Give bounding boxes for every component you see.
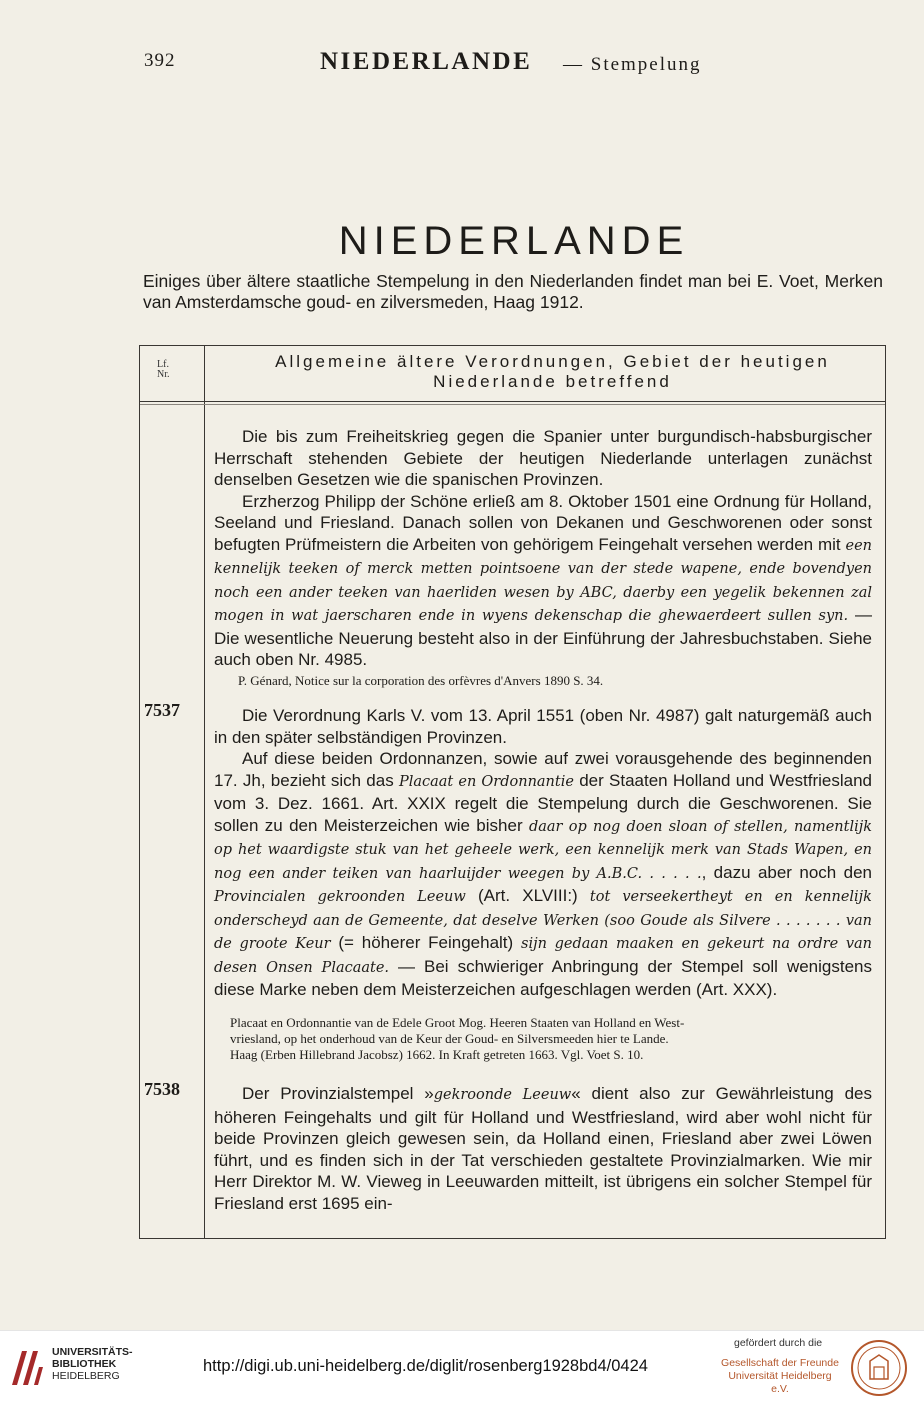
note-line: vriesland, op het onderhoud van de Keur der Goud- en Silversmeeden hier te Lande. xyxy=(230,1031,669,1046)
university-seal-icon xyxy=(850,1339,908,1397)
text-span: Erzherzog Philipp der Schöne erließ am 8. Oktober 1501 eine Ordnung für Holland, Seeland und Friesland. Danach sollen von Dekanen und Geschworenen oder sonst befugten Prüfmeistern die Arbeiten von gehörigem Feingehalt versehen werden mit xyxy=(214,491,872,554)
funded-by-label: gefördert durch die xyxy=(734,1337,823,1349)
university-library-logo-icon xyxy=(8,1345,46,1389)
column-heading-line1: Allgemeine ältere Verordnungen, Gebiet der heutigen xyxy=(275,352,830,371)
section-general-text xyxy=(214,426,872,671)
text-span: , dazu aber noch den xyxy=(701,862,873,882)
text-span: Auf diese beiden Ordonnanzen, sowie auf zwei vorausgehende des beginnenden 17. Jh, bezieht sich das xyxy=(214,749,872,790)
entry-paragraph xyxy=(214,1083,872,1214)
section-paragraph xyxy=(214,426,872,491)
text-span: (Art. XLVIII:) xyxy=(478,886,578,905)
society-name-line2: Universität Heidelberg e.V. xyxy=(728,1370,832,1395)
running-header xyxy=(0,48,924,84)
header-rule xyxy=(140,401,885,402)
dutch-quote: daar op nog doen sloan of stellen, namentlijk op het waardigste stuk van het geheele werk, een kennelijk merk van Stads Wapen, en nog een ander teiken van haarluijder weegen by A.B.C. . . . . . xyxy=(214,818,872,882)
note-line: Placaat en Ordonnantie van de Edele Groot Mog. Heeren Staaten van Holland en West- xyxy=(230,1015,685,1030)
column-label-line1: Lf. xyxy=(157,359,169,370)
entry-number: 7538 xyxy=(144,1079,180,1099)
dutch-quote: een kennelijk teeken of merck metten pointsoene van der stede wapene, ende bovendyen noch een ander teeken van haerliden wesen by ABC, daerby een yegelik bekennen zal mogen in wat jaerscharen ende in wyens dekenschap die ghewaerdeert sullen syn. xyxy=(214,537,872,624)
column-heading-line2: Niederlande betreffend xyxy=(433,372,672,391)
entry-paragraph xyxy=(214,705,872,748)
dutch-quote: tot verseekertheyt en en kennelijk onderscheyd aan de Gemeente, dat deselve Werken (soo Goude als Silvere . . . . . . . van de groote Keur xyxy=(214,889,872,952)
library-name xyxy=(52,1346,133,1382)
section-paragraph xyxy=(214,491,872,671)
entry-text xyxy=(214,1083,872,1214)
entry-number: 7537 xyxy=(144,700,180,720)
text-span: — Die wesentliche Neuerung besteht also in der Einführung der Jahresbuchstaben. Siehe auch oben Nr. 4985. xyxy=(214,605,873,669)
column-divider xyxy=(204,346,205,1238)
document-title: Placaat en Ordonnantie xyxy=(398,773,574,790)
society-name xyxy=(721,1357,839,1396)
dutch-quote: sijn gedaan maaken en gekeurt na ordre van desen Onsen Placaate. xyxy=(214,936,872,976)
source-note: P. Génard, Notice sur la corporation des orfèvres d'Anvers 1890 S. 34. xyxy=(238,673,604,688)
note-line: Haag (Erben Hillebrand Jacobsz) 1662. In Kraft getreten 1663. Vgl. Voet S. 10. xyxy=(230,1047,644,1062)
footer-bar xyxy=(0,1330,924,1401)
column-label-lfnr xyxy=(157,360,170,380)
permalink-url[interactable]: http://digi.ub.uni-heidelberg.de/diglit/rosenberg1928bd4/0424 xyxy=(203,1357,648,1375)
society-name-line1: Gesellschaft der Freunde xyxy=(721,1357,839,1369)
text-span: der Staaten Holland und Westfriesland vom 3. Dez. 1661. Art. XXIX regelt die Stempelung durch die Geschworenen. Sie sollen zu den Meisterzeichen wie bisher xyxy=(214,770,873,835)
chapter-title: NIEDERLANDE xyxy=(338,219,690,263)
text-span: Der Provinzialstempel » xyxy=(242,1084,434,1103)
library-name-line2: BIBLIOTHEK xyxy=(52,1358,117,1370)
library-name-line3: HEIDELBERG xyxy=(52,1370,120,1382)
page-number: 392 xyxy=(144,50,176,71)
source-note xyxy=(230,1015,870,1063)
running-subtitle: — Stempelung xyxy=(563,54,702,75)
column-label-line2: Nr. xyxy=(157,369,170,380)
text-span: — Bei schwieriger Anbringung der Stempel soll wenigstens diese Marke neben dem Meisterzeichen aufgeschlagen werden (Art. XXX). xyxy=(214,956,872,999)
entry-paragraph xyxy=(214,748,872,1001)
column-heading xyxy=(220,352,885,392)
text-span: « dient also zur Gewährleistung des höheren Feingehalts und gilt für Holland und Westfriesland, wird aber wohl nicht für beide Provinzen gleich gewesen sein, da Holland einen, Friesland aber zwei Löwen führt, und es finden sich in der Tat verschieden gestaltete Provinzialmarken. Wie mir Herr Direktor M. W. Vieweg in Leeuwarden mitteilt, ist übrigens ein solcher Stempel für Friesland erst 1695 ein- xyxy=(214,1084,872,1213)
running-title: NIEDERLANDE xyxy=(320,48,533,75)
dutch-quote: Provincialen gekroonden Leeuw xyxy=(214,889,466,905)
text-span: Die bis zum Freiheitskrieg gegen die Spanier unter burgundisch-habsburgischer Herrschaft stehenden Gebiete der heutigen Niederlande unterlagen zunächst denselben Gesetzen wie die spanischen Provinzen. xyxy=(214,427,872,489)
header-rule-secondary xyxy=(140,404,885,405)
entry-text xyxy=(214,705,872,1001)
text-span: Die Verordnung Karls V. vom 13. April 1551 (oben Nr. 4987) galt naturgemäß auch in den später selbständigen Provinzen. xyxy=(214,706,872,747)
library-name-line1: UNIVERSITÄTS- xyxy=(52,1346,133,1358)
intro-paragraph: Einiges über ältere staatliche Stempelung in den Niederlanden findet man bei E. Voet, Merken van Amsterdamsche goud- en zilversmeden, Haag 1912. xyxy=(143,271,883,312)
dutch-quote: gekroonde Leeuw xyxy=(433,1087,572,1103)
text-span: (= höherer Feingehalt) xyxy=(338,933,514,952)
